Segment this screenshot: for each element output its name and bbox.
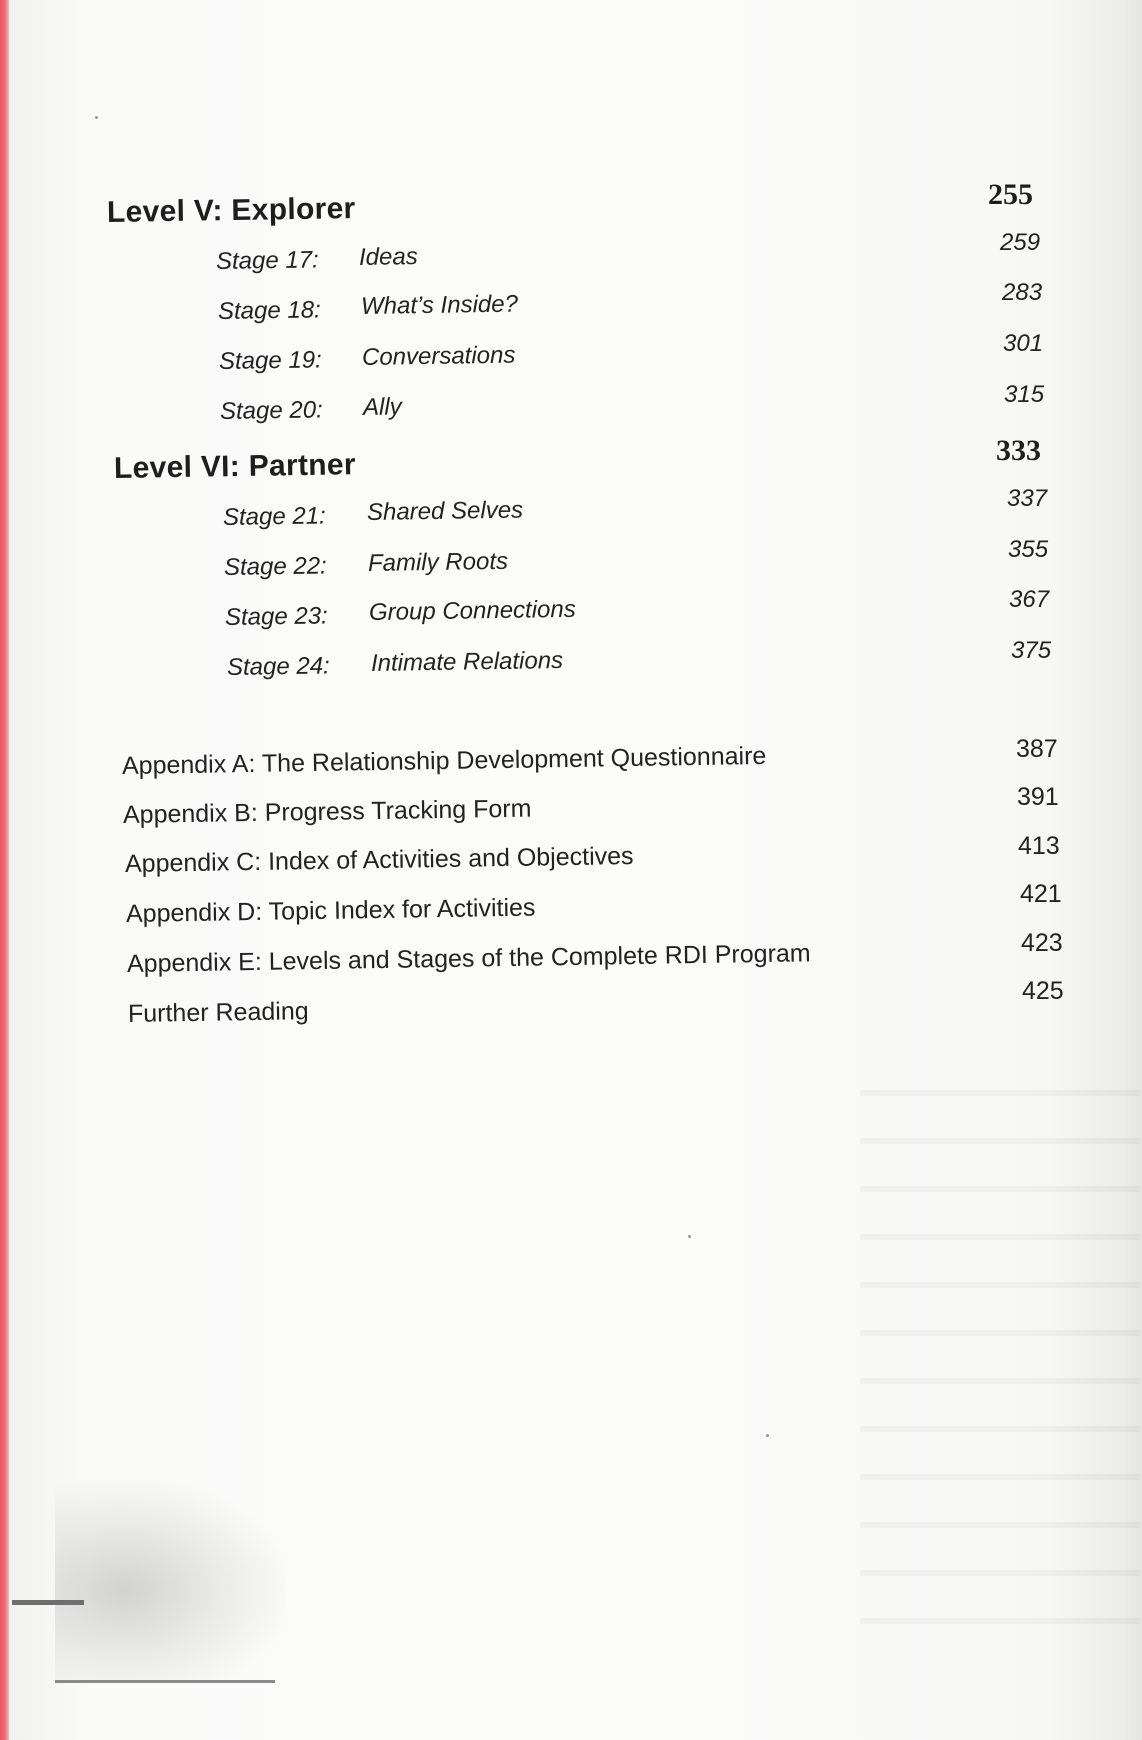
stage-title: Conversations — [361, 341, 516, 371]
stage-title: Ally — [362, 393, 402, 421]
stage-title: What’s Inside? — [360, 290, 519, 320]
scan-artifact-line — [55, 1680, 275, 1683]
scan-artifact-line — [12, 1600, 84, 1605]
scan-speck — [688, 1235, 691, 1238]
scan-smudge — [55, 1480, 285, 1680]
stage-page-number: 315 — [1004, 381, 1045, 408]
stage-label: Stage 17: — [215, 246, 319, 275]
stage-page-number: 337 — [1007, 485, 1048, 512]
appendix-page-number: 423 — [1021, 929, 1063, 957]
stage-title: Ideas — [358, 243, 418, 271]
stage-page-number: 301 — [1003, 330, 1044, 357]
appendix-title: Appendix B: Progress Tracking Form — [122, 794, 532, 829]
stage-label: Stage 21: — [222, 502, 326, 531]
stage-label: Stage 24: — [226, 652, 330, 681]
scan-speck — [95, 116, 98, 119]
appendix-page-number: 391 — [1017, 783, 1059, 811]
stage-title: Group Connections — [368, 595, 576, 626]
scan-speck — [766, 1434, 769, 1437]
level-page-number: 255 — [988, 178, 1033, 211]
level-heading: Level VI: Partner — [113, 448, 357, 485]
appendix-page-number: 387 — [1016, 735, 1058, 763]
further-reading-page-number: 425 — [1022, 977, 1064, 1005]
page-edge-left — [0, 0, 9, 1740]
further-reading-title: Further Reading — [127, 997, 309, 1028]
stage-title: Family Roots — [367, 547, 509, 577]
stage-label: Stage 23: — [224, 602, 328, 631]
level-heading: Level V: Explorer — [106, 192, 356, 229]
stage-page-number: 283 — [1002, 279, 1043, 306]
stage-label: Stage 22: — [223, 552, 327, 581]
level-page-number: 333 — [996, 434, 1041, 467]
appendix-page-number: 421 — [1020, 880, 1062, 908]
appendix-page-number: 413 — [1018, 832, 1060, 860]
stage-label: Stage 19: — [218, 346, 322, 375]
stage-title: Shared Selves — [366, 496, 524, 526]
stage-label: Stage 20: — [219, 396, 323, 425]
stage-title: Intimate Relations — [370, 646, 564, 677]
stage-label: Stage 18: — [217, 296, 321, 325]
stage-page-number: 367 — [1009, 586, 1050, 613]
appendix-title: Appendix A: The Relationship Development Questionnaire — [121, 741, 767, 780]
appendix-title: Appendix E: Levels and Stages of the Complete RDI Program — [126, 939, 811, 978]
appendix-title: Appendix D: Topic Index for Activities — [125, 893, 536, 928]
show-through-text — [860, 1090, 1140, 1630]
appendix-title: Appendix C: Index of Activities and Objectives — [124, 842, 634, 878]
stage-page-number: 375 — [1011, 637, 1052, 664]
stage-page-number: 259 — [1000, 229, 1041, 256]
stage-page-number: 355 — [1008, 536, 1049, 563]
